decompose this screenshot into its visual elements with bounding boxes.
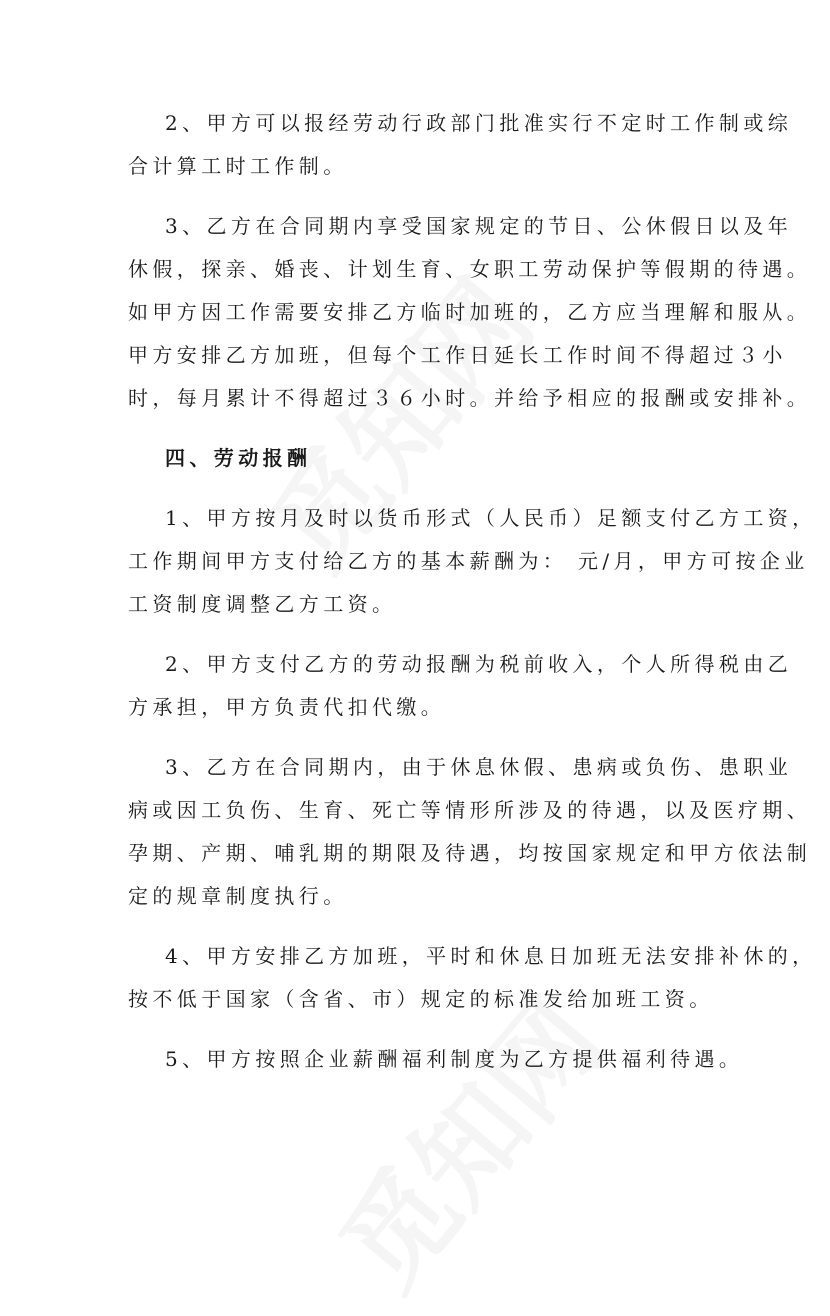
text-line: 2、甲方可以报经劳动行政部门批准实行不定时工作制或综 xyxy=(165,111,793,135)
text-line: 甲方安排乙方加班，但每个工作日延长工作时间不得超过３小 xyxy=(128,343,787,367)
text-line: 5、甲方按照企业薪酬福利制度为乙方提供福利待遇。 xyxy=(165,1047,744,1071)
text-line: 合计算工时工作制。 xyxy=(128,154,348,178)
paragraph xyxy=(128,205,812,420)
text-line: 病或因工负伤、生育、死亡等情形所涉及的待遇，以及医疗期、 xyxy=(128,798,812,822)
text-line: 工作期间甲方支付给乙方的基本薪酬为： 元/月，甲方可按企业 xyxy=(128,549,809,573)
text-line: 如甲方因工作需要安排乙方临时加班的，乙方应当理解和服从。 xyxy=(128,300,812,324)
text-line: 1、甲方按月及时以货币形式（人民币）足额支付乙方工资， xyxy=(165,506,817,530)
text-line: 3、乙方在合同期内，由于休息休假、患病或负伤、患职业 xyxy=(165,755,793,779)
text-line: 4、甲方安排乙方加班，平时和休息日加班无法安排补休的， xyxy=(165,944,817,968)
text-line: 定的规章制度执行。 xyxy=(128,884,348,908)
paragraph xyxy=(128,643,793,729)
text-line: 工资制度调整乙方工资。 xyxy=(128,592,397,616)
text-line: 方承担，甲方负责代扣代缴。 xyxy=(128,695,446,719)
paragraph xyxy=(128,1038,744,1081)
section-heading xyxy=(128,437,728,480)
paragraph xyxy=(128,746,812,918)
text-line: 四、劳动报酬 xyxy=(165,446,312,470)
text-line: 休假，探亲、婚丧、计划生育、女职工劳动保护等假期的待遇。 xyxy=(128,257,812,281)
document-page xyxy=(128,102,817,1098)
text-line: 3、乙方在合同期内享受国家规定的节日、公休假日以及年 xyxy=(165,214,793,238)
text-line: 时，每月累计不得超过３６小时。并给予相应的报酬或安排补。 xyxy=(128,386,812,410)
text-line: 2、甲方支付乙方的劳动报酬为税前收入，个人所得税由乙 xyxy=(165,652,793,676)
paragraph xyxy=(128,935,817,1021)
paragraph xyxy=(128,497,817,626)
paragraph xyxy=(128,102,793,188)
text-line: 孕期、产期、哺乳期的期限及待遇，均按国家规定和甲方依法制 xyxy=(128,841,812,865)
text-line: 按不低于国家（含省、市）规定的标准发给加班工资。 xyxy=(128,987,714,1011)
